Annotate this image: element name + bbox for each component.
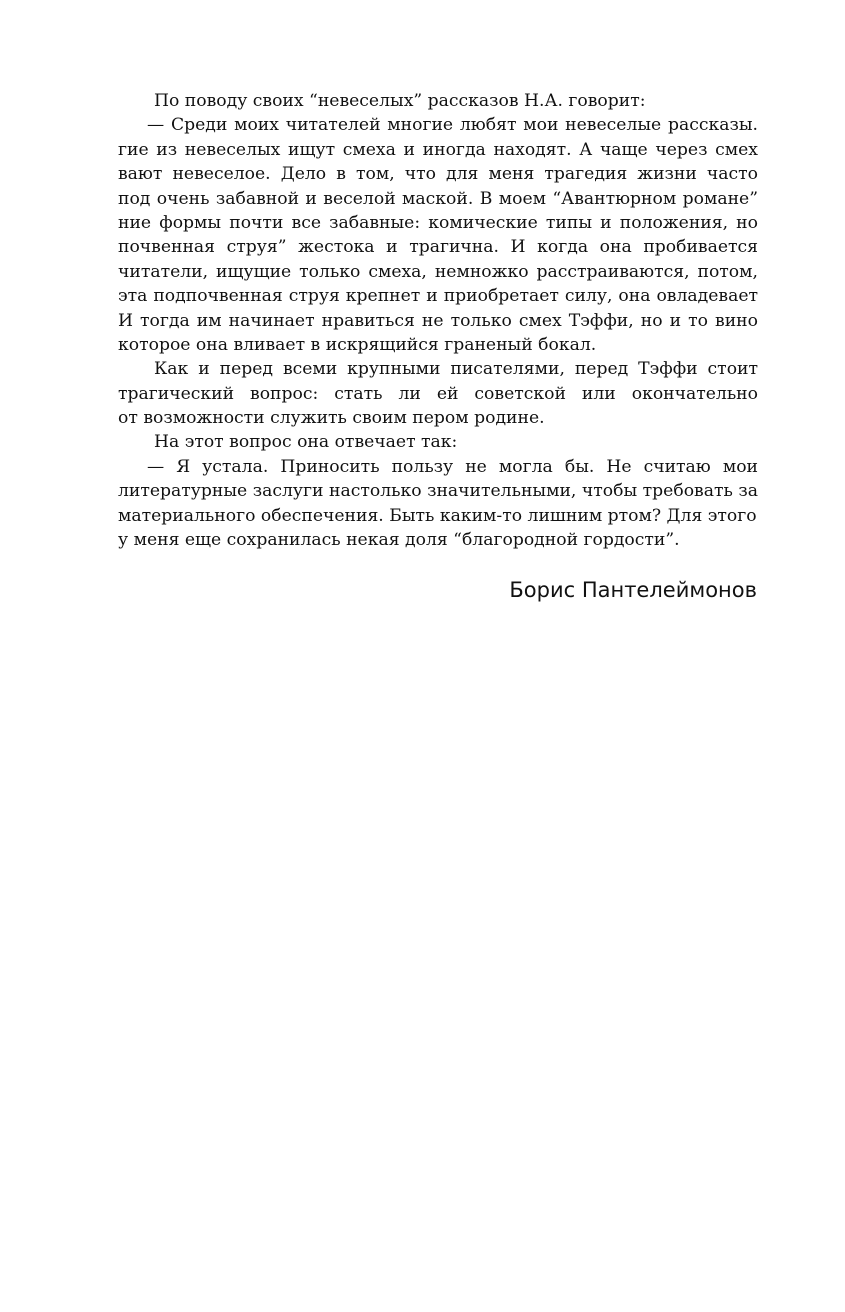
paragraph-2-line-2: гие из невеселых ищут смеха и иногда находят. А чаще через смех: [118, 139, 758, 160]
article-body: [118, 89, 758, 552]
paragraph-2-line-3: вают невеселое. Дело в том, что для меня трагедия жизни часто: [118, 164, 758, 185]
paragraph-5-line-1: — Я устала. Приносить пользу не могла бы. Не считаю мои: [147, 456, 758, 477]
paragraph-2-line-9: И тогда им начинает нравиться не только смех Тэффи, но и то вино: [118, 310, 758, 331]
paragraph-5-line-3: материального обеспечения. Быть каким-то лишним ртом? Для этого: [118, 505, 757, 526]
paragraph-2-line-6: почвенная струя” жестока и трагична. И когда она пробивается: [118, 237, 758, 258]
paragraph-4-line-1: На этот вопрос она отвечает так:: [154, 432, 458, 453]
paragraph-2-line-1: — Среди моих читателей многие любят мои невеселые рассказы.: [147, 115, 758, 136]
paragraph-2-line-10: которое она вливает в искрящийся граненый бокал.: [118, 334, 597, 355]
paragraph-2-line-4: под очень забавной и веселой маской. В моем “Авантюрном романе”: [118, 188, 758, 209]
paragraph-2-line-8: эта подпочвенная струя крепнет и приобретает силу, она овладевает: [118, 286, 758, 307]
paragraph-3-line-2: трагический вопрос: стать ли ей советской или окончательно: [118, 383, 758, 404]
paragraph-2-line-7: читатели, ищущие только смеха, немножко расстраиваются, потом,: [118, 261, 758, 282]
author-signature: Борис Пантелеймонов: [509, 578, 757, 602]
paragraph-3-line-1: Как и перед всеми крупными писателями, перед Тэффи стоит: [154, 359, 758, 380]
paragraph-3-line-3: от возможности служить своим пером родине.: [118, 408, 545, 429]
paragraph-1-line-1: По поводу своих “невеселых” рассказов Н.А. говорит:: [154, 91, 646, 111]
paragraph-5-line-2: литературные заслуги настолько значительными, чтобы требовать за: [118, 481, 758, 502]
paragraph-2-line-5: ние формы почти все забавные: комические типы и положения, но: [118, 212, 758, 233]
paragraph-5-line-4: у меня еще сохранилась некая доля “благородной гордости”.: [118, 530, 680, 551]
